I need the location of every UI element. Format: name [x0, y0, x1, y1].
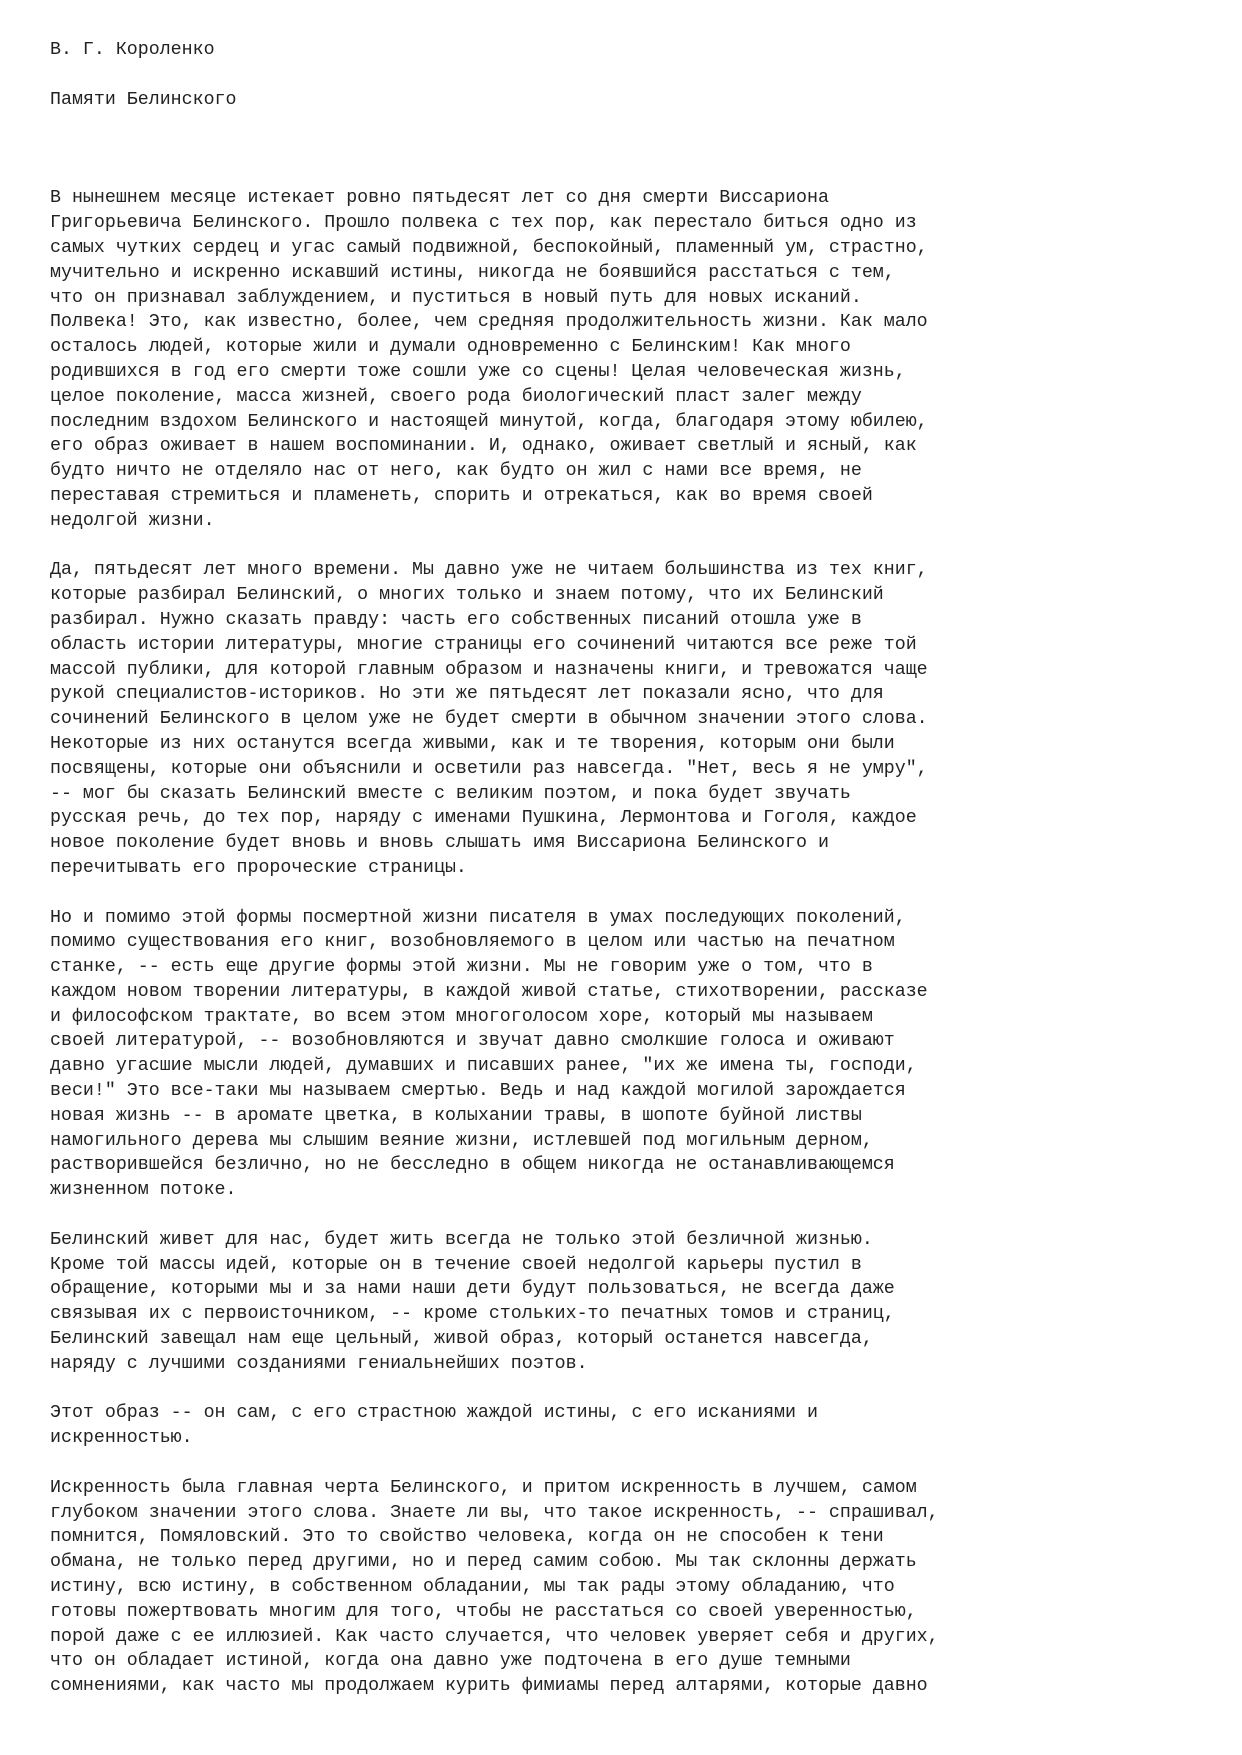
text-line: рукой специалистов-историков. Но эти же пятьдесят лет показали ясно, что для — [50, 684, 884, 705]
text-line: веси!" Это все-таки мы называем смертью. Ведь и над каждой могилой зарождается — [50, 1081, 906, 1102]
spacer — [50, 112, 1200, 186]
text-line: Белинский завещал нам еще цельный, живой образ, который останется навсегда, — [50, 1329, 873, 1350]
text-line: каждом новом творении литературы, в каждой живой статье, стихотворении, рассказе — [50, 981, 928, 1002]
text-line: порой даже с ее иллюзией. Как часто случается, что человек уверяет себя и других, — [50, 1626, 939, 1647]
paragraph — [50, 558, 1200, 880]
text-line: сочинений Белинского в целом уже не будет смерти в обычном значении этого слова. — [50, 709, 928, 730]
text-line: связывая их с первоисточником, -- кроме стольких-то печатных томов и страниц, — [50, 1304, 895, 1325]
text-line: которые разбирал Белинский, о многих только и знаем потому, что их Белинский — [50, 585, 884, 606]
text-line: целое поколение, масса жизней, своего рода биологический пласт залег между — [50, 386, 862, 407]
spacer — [50, 1377, 1200, 1402]
text-line: мучительно и искренно искавший истины, никогда не боявшийся расстаться с тем, — [50, 262, 895, 283]
text-line: его образ оживает в нашем воспоминании. И, однако, оживает светлый и ясный, как — [50, 436, 917, 457]
text-line: искренностью. — [50, 1428, 193, 1449]
paragraph — [50, 1401, 1200, 1451]
text-line: новое поколение будет вновь и вновь слышать имя Виссариона Белинского и — [50, 833, 829, 854]
text-line: Этот образ -- он сам, с его страстною жаждой истины, с его исканиями и — [50, 1403, 818, 1424]
text-line: давно угасшие мысли людей, думавших и писавших ранее, "их же имена ты, господи, — [50, 1056, 917, 1077]
text-line: растворившейся безлично, но не бесследно в общем никогда не останавливающемся — [50, 1155, 895, 1176]
text-line: сомнениями, как часто мы продолжаем курить фимиамы перед алтарями, которые давно — [50, 1676, 928, 1697]
text-line: переставая стремиться и пламенеть, спорить и отрекаться, как во время своей — [50, 485, 873, 506]
text-line: посвящены, которые они объяснили и осветили раз навсегда. "Нет, весь я не умру", — [50, 758, 928, 779]
text-line: станке, -- есть еще другие формы этой жизни. Мы не говорим уже о том, что в — [50, 957, 873, 978]
text-line: последним вздохом Белинского и настоящей минутой, когда, благодаря этому юбилею, — [50, 411, 928, 432]
paragraph — [50, 1476, 1200, 1699]
text-line: русская речь, до тех пор, наряду с именами Пушкина, Лермонтова и Гоголя, каждое — [50, 808, 917, 829]
text-line: Кроме той массы идей, которые он в течение своей недолгой карьеры пустил в — [50, 1254, 862, 1275]
text-line: Искренность была главная черта Белинского, и притом искренность в лучшем, самом — [50, 1477, 917, 1498]
spacer — [50, 1203, 1200, 1228]
text-line: Да, пятьдесят лет много времени. Мы давно уже не читаем большинства из тех книг, — [50, 560, 928, 581]
text-line: область истории литературы, многие страницы его сочинений читаются все реже той — [50, 634, 917, 655]
document-page — [50, 38, 1200, 1699]
spacer — [50, 63, 1200, 88]
text-line: Но и помимо этой формы посмертной жизни писателя в умах последующих поколений, — [50, 907, 906, 928]
text-line: недолгой жизни. — [50, 510, 215, 531]
text-line: что он признавал заблуждением, и пуститься в новый путь для новых исканий. — [50, 287, 862, 308]
text-line: и философском трактате, во всем этом многоголосом хоре, который мы называем — [50, 1006, 873, 1027]
paragraph — [50, 906, 1200, 1204]
text-line: Григорьевича Белинского. Прошло полвека с тех пор, как перестало биться одно из — [50, 213, 917, 234]
text-line: Белинский живет для нас, будет жить всегда не только этой безличной жизнью. — [50, 1229, 873, 1250]
text-line: перечитывать его пророческие страницы. — [50, 857, 467, 878]
text-line: самых чутких сердец и угас самый подвижной, беспокойный, пламенный ум, страстно, — [50, 237, 928, 258]
text-line: намогильного дерева мы слышим веяние жизни, истлевшей под могильным дерном, — [50, 1130, 873, 1151]
text-line: что он обладает истиной, когда она давно уже подточена в его душе темными — [50, 1651, 851, 1672]
document-title: Памяти Белинского — [50, 89, 237, 110]
text-line: разбирал. Нужно сказать правду: часть его собственных писаний отошла уже в — [50, 609, 862, 630]
text-line: новая жизнь -- в аромате цветка, в колыхании травы, в шопоте буйной листвы — [50, 1105, 862, 1126]
text-line: глубоком значении этого слова. Знаете ли вы, что такое искренность, -- спрашивал, — [50, 1502, 939, 1523]
text-line: обмана, не только перед другими, но и перед самим собою. Мы так склонны держать — [50, 1552, 917, 1573]
text-line: Некоторые из них останутся всегда живыми, как и те творения, которым они были — [50, 733, 895, 754]
text-line: наряду с лучшими созданиями гениальнейших поэтов. — [50, 1353, 588, 1374]
text-line: будто ничто не отделяло нас от него, как будто он жил с нами все время, не — [50, 461, 862, 482]
paragraph — [50, 1228, 1200, 1377]
spacer — [50, 534, 1200, 559]
text-line: массой публики, для которой главным образом и назначены книги, и тревожатся чаще — [50, 659, 928, 680]
text-line: родившихся в год его смерти тоже сошли уже со сцены! Целая человеческая жизнь, — [50, 361, 906, 382]
text-line: истину, всю истину, в собственном обладании, мы так рады этому обладанию, что — [50, 1577, 895, 1598]
text-line: помимо существования его книг, возобновляемого в целом или частью на печатном — [50, 932, 895, 953]
spacer — [50, 1451, 1200, 1476]
text-line: своей литературой, -- возобновляются и звучат давно смолкшие голоса и оживают — [50, 1031, 895, 1052]
text-line: осталось людей, которые жили и думали одновременно с Белинским! Как много — [50, 337, 851, 358]
author-line: В. Г. Короленко — [50, 40, 215, 60]
text-line: обращение, которыми мы и за нами наши дети будут пользоваться, не всегда даже — [50, 1279, 895, 1300]
text-line: помнится, Помяловский. Это то свойство человека, когда он не способен к тени — [50, 1527, 884, 1548]
text-line: В нынешнем месяце истекает ровно пятьдесят лет со дня смерти Виссариона — [50, 188, 829, 209]
text-line: готовы пожертвовать многим для того, чтобы не расстаться со своей уверенностью, — [50, 1601, 917, 1622]
text-line: -- мог бы сказать Белинский вместе с великим поэтом, и пока будет звучать — [50, 783, 851, 804]
spacer — [50, 881, 1200, 906]
text-line: Полвека! Это, как известно, более, чем средняя продолжительность жизни. Как мало — [50, 312, 928, 333]
text-line: жизненном потоке. — [50, 1180, 237, 1201]
paragraph — [50, 186, 1200, 533]
document-body — [50, 186, 1200, 1699]
